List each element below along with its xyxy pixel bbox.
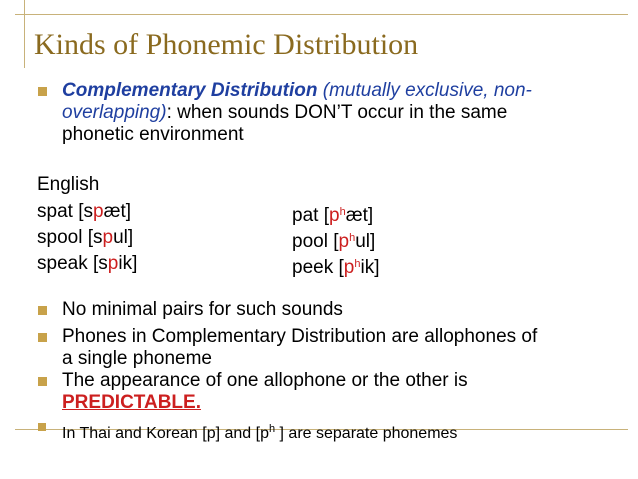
predictable-emphasis: PREDICTABLE. bbox=[62, 392, 201, 413]
bullet-marker bbox=[38, 306, 47, 315]
pair-right-b: ik] bbox=[360, 257, 380, 278]
aspiration-mark: h bbox=[354, 258, 361, 270]
definition-text-2: phonetic environment bbox=[62, 124, 244, 145]
paren-text-2: overlapping) bbox=[62, 102, 167, 123]
pair-right-pat bbox=[292, 201, 373, 227]
pair-left-a: speak [s bbox=[37, 253, 108, 274]
definition-text: : when sounds DON’T occur in the same bbox=[166, 102, 508, 123]
pair-right-b: æt] bbox=[345, 205, 374, 226]
bullet-complementary-line1 bbox=[62, 80, 532, 102]
pair-right-a: pool [ bbox=[292, 231, 339, 252]
pair-left-spool bbox=[37, 227, 133, 249]
slide-title: Kinds of Phonemic Distribution bbox=[34, 28, 419, 61]
bullet-predictable-line1: The appearance of one allophone or the other is bbox=[62, 370, 468, 391]
bullet-allophones-line2: a single phoneme bbox=[62, 348, 212, 369]
bullet-marker bbox=[38, 87, 47, 96]
aspiration-mark: h bbox=[349, 232, 356, 244]
pair-left-p: p bbox=[107, 253, 119, 274]
pair-left-speak bbox=[37, 253, 137, 275]
pair-right-p: p bbox=[328, 205, 340, 226]
bullet-marker bbox=[38, 423, 46, 431]
pair-left-p: p bbox=[92, 201, 104, 222]
bullet-marker bbox=[38, 377, 47, 386]
pair-right-peek bbox=[292, 253, 379, 279]
pair-right-b: ul] bbox=[355, 231, 376, 252]
pair-left-b: ik] bbox=[118, 253, 138, 274]
pair-left-b: æt] bbox=[103, 201, 132, 222]
thai-korean-text-a: In Thai and Korean [p] and [p bbox=[62, 425, 269, 442]
pair-left-p: p bbox=[102, 227, 114, 248]
bullet-allophones-line1: Phones in Complementary Distribution are allophones of bbox=[62, 326, 538, 347]
pair-right-p: p bbox=[338, 231, 350, 252]
english-label: English bbox=[37, 174, 100, 195]
paren-text: (mutually exclusive, non- bbox=[317, 80, 532, 101]
aspiration-mark: h bbox=[268, 423, 276, 435]
thai-korean-text-b: ] are separate phonemes bbox=[275, 425, 458, 442]
bullet-marker bbox=[38, 333, 47, 342]
pair-left-spat bbox=[37, 201, 131, 223]
decorative-vertical-rule bbox=[24, 0, 25, 68]
pair-left-a: spool [s bbox=[37, 227, 103, 248]
pair-right-pool bbox=[292, 227, 375, 253]
bullet-complementary-line2 bbox=[62, 102, 507, 124]
pair-right-a: peek [ bbox=[292, 257, 344, 278]
decorative-top-rule bbox=[15, 14, 628, 15]
bullet-thai-korean bbox=[62, 418, 457, 445]
pair-right-a: pat [ bbox=[292, 205, 329, 226]
bullet-no-minimal-pairs: No minimal pairs for such sounds bbox=[62, 299, 343, 320]
aspiration-mark: h bbox=[339, 206, 346, 218]
pair-left-a: spat [s bbox=[37, 201, 93, 222]
term-complementary: Complementary Distribution bbox=[62, 80, 318, 101]
pair-left-b: ul] bbox=[113, 227, 134, 248]
pair-right-p: p bbox=[343, 257, 355, 278]
